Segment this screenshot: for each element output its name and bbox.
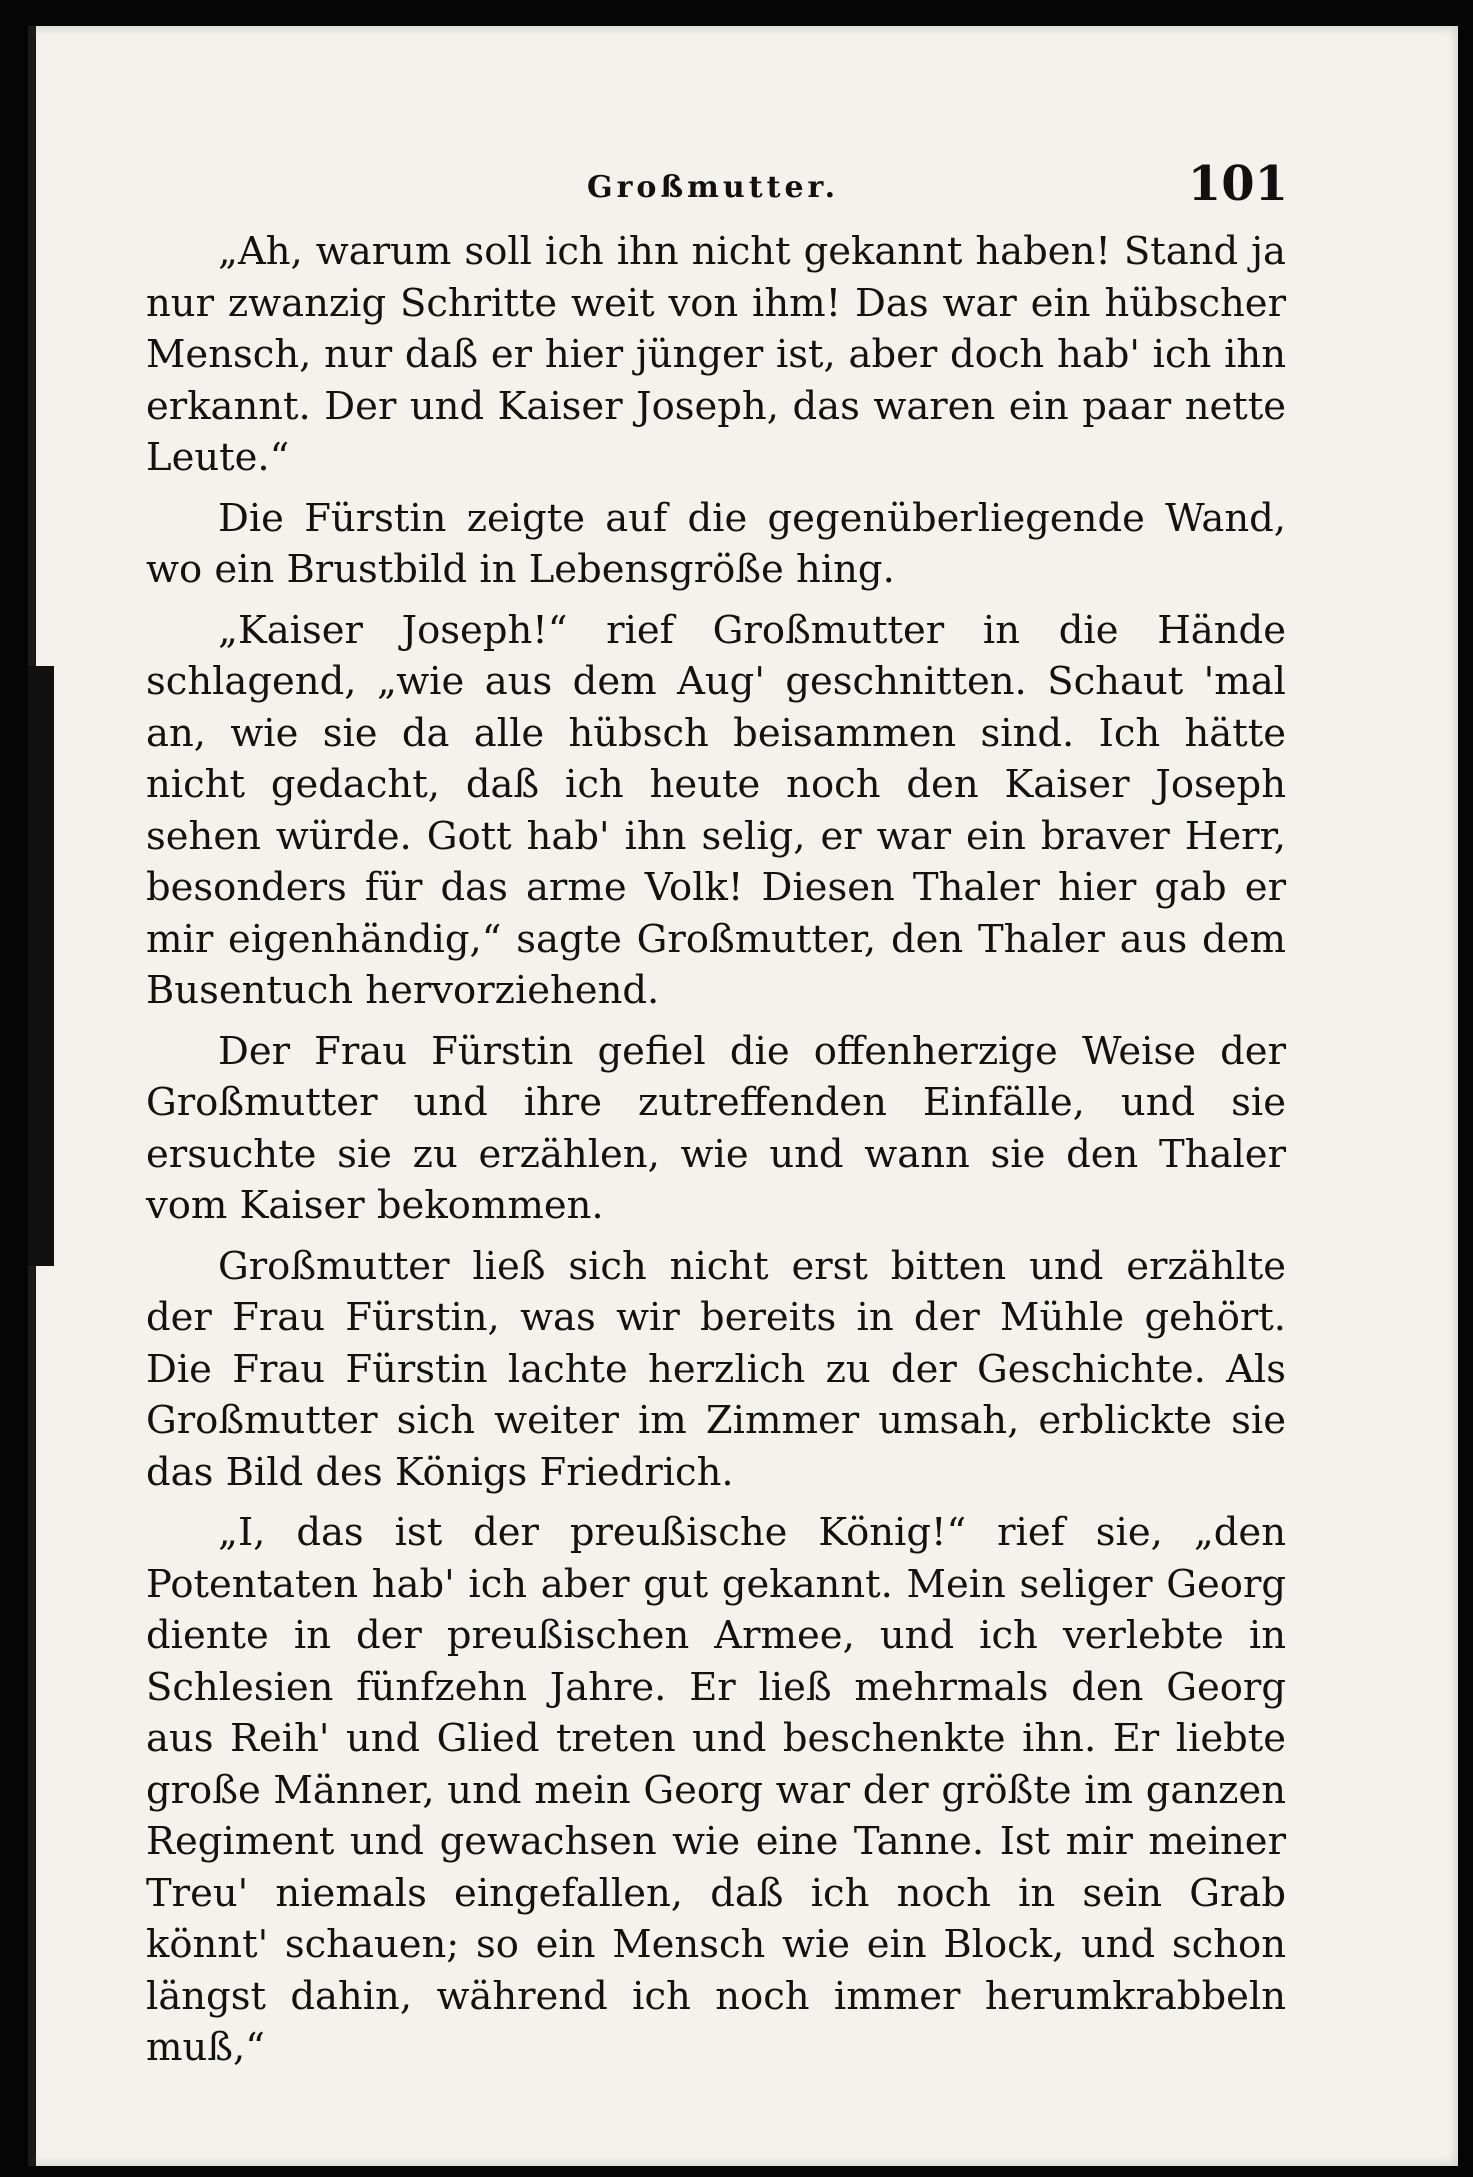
paragraph-6: „I, das ist der preußische König!“ rief sie, „den Potentaten hab' ich aber gut gekannt. Mein seliger Georg diente in der preußischen Armee, und ich verlebte in Schlesien fünfzehn Jahre. Er ließ mehrmals den Georg aus Reih' und Glied treten und beschenkte ihn. Er liebte große Männer, und mein Georg war der größte im ganzen Regiment und gewachsen wie eine Tanne. Ist mir meiner Treu' niemals eingefallen, daß ich noch in sein Grab könnt' schauen; so ein Mensch wie ein Block, und schon längst dahin, während ich noch immer herumkrabbeln muß,“ (146, 1510, 1286, 2070)
paragraph-4: Der Frau Fürstin gefiel die offenherzige Weise der Großmutter und ihre zutreffenden Einfälle, und sie ersuchte sie zu erzählen, wie und wann sie den Thaler vom Kaiser bekommen. (146, 1028, 1286, 1228)
paragraph-1: „Ah, warum soll ich ihn nicht gekannt haben! Stand ja nur zwanzig Schritte weit von ihm! Das war ein hübscher Mensch, nur daß er hier jünger ist, aber doch hab' ich ihn erkannt. Der und Kaiser Joseph, das waren ein paar nette Leute.“ (146, 229, 1286, 480)
page-header (138, 156, 1288, 216)
body-text (146, 226, 1286, 2083)
binding-rail (28, 666, 54, 1266)
paper-sheet (28, 26, 1458, 2166)
running-head: Großmutter. (586, 170, 840, 205)
paragraph-2: Die Fürstin zeigte auf die gegenüberliegende Wand, wo ein Brustbild in Lebensgröße hing. (146, 495, 1286, 592)
paragraph-5: Großmutter ließ sich nicht erst bitten und erzählte der Frau Fürstin, was wir bereits in der Mühle gehört. Die Frau Fürstin lachte herzlich zu der Geschichte. Als Großmutter sich weiter im Zimmer umsah, erblickte sie das Bild des Königs Friedrich. (146, 1243, 1286, 1495)
page-number: 101 (1187, 156, 1288, 212)
paragraph-3: „Kaiser Joseph!“ rief Großmutter in die Hände schlagend, „wie aus dem Aug' geschnitten. Schaut 'mal an, wie sie da alle hübsch beisammen sind. Ich hätte nicht gedacht, daß ich heute noch den Kaiser Joseph sehen würde. Gott hab' ihn selig, er war ein braver Herr, besonders für das arme Volk! Diesen Thaler hier gab er mir eigenhändig,“ sagte Großmutter, den Thaler aus dem Busentuch hervorziehend. (146, 607, 1286, 1013)
